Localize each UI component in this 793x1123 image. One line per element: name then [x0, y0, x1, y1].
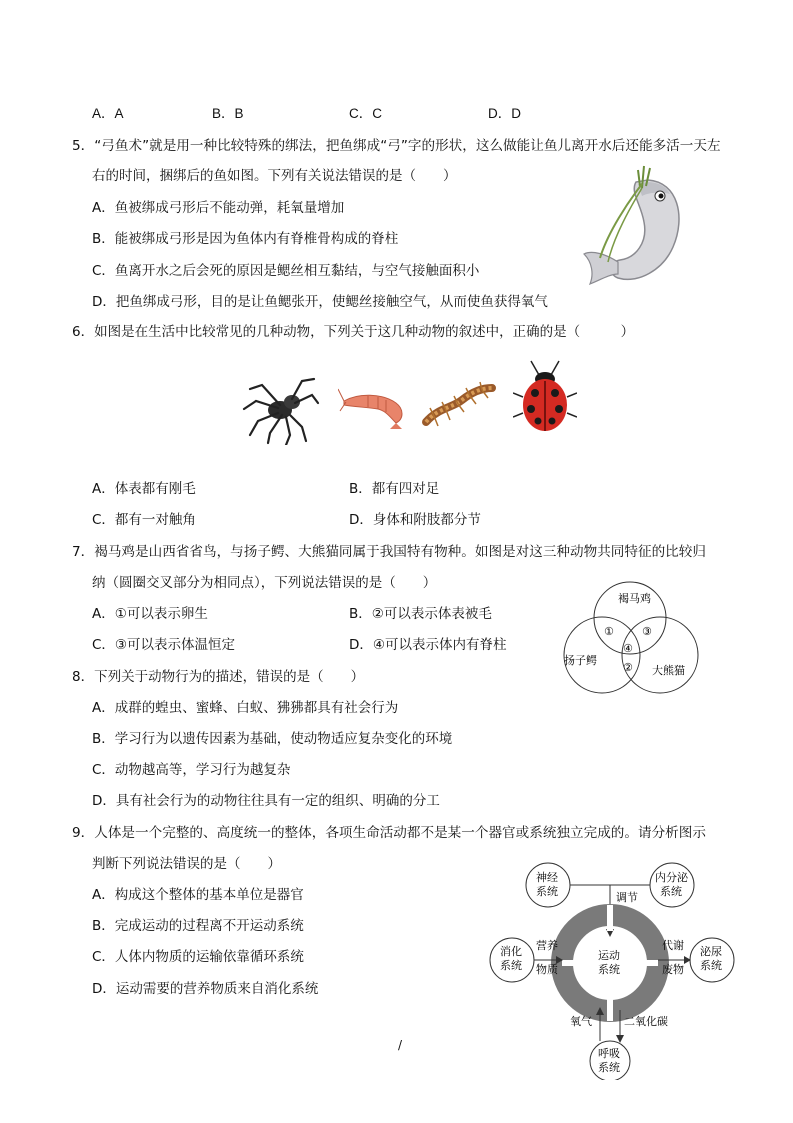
oxygen-label: 氧气 [570, 1015, 592, 1028]
q9-option-b: B．完成运动的过程离不开运动系统 [92, 918, 304, 934]
q9-option-c: C．人体内物质的运输依靠循环系统 [92, 949, 304, 965]
digestive-system-label-2: 系统 [500, 959, 522, 972]
q5-option-a: A．鱼被绑成弓形后不能动弹，耗氧量增加 [92, 200, 345, 216]
respiratory-system-label-1: 呼吸 [598, 1047, 620, 1060]
motor-system-label-1: 运动 [598, 949, 620, 962]
q9-option-a: A．构成这个整体的基本单位是器官 [92, 887, 304, 903]
q8-option-a: A．成群的蝗虫、蜜蜂、白蚁、狒狒都具有社会行为 [92, 700, 399, 716]
endocrine-system-label-2: 系统 [660, 885, 682, 898]
q6-stem: 6．如图是在生活中比较常见的几种动物，下列关于这几种动物的叙述中，正确的是（ ） [72, 324, 635, 340]
venn-diagram [560, 580, 700, 695]
venn-region-4: ④ [623, 642, 633, 655]
nutrients-label-1: 营养 [536, 939, 558, 952]
motor-system-label-2: 系统 [598, 963, 620, 976]
nervous-system-label-2: 系统 [536, 885, 558, 898]
q5-option-c: C．鱼离开水之后会死的原因是鳃丝相互黏结，与空气接触面积小 [92, 263, 480, 279]
venn-region-1: ① [604, 625, 614, 638]
q8-stem: 8．下列关于动物行为的描述，错误的是（ ） [72, 669, 365, 685]
digestive-system-label-1: 消化 [500, 945, 522, 958]
q6-option-c: C．都有一对触角 [92, 512, 196, 528]
q9-stem-line2: 判断下列说法错误的是（ ） [92, 856, 281, 872]
carbon-dioxide-label: 二氧化碳 [624, 1015, 668, 1028]
venn-right-label: 大熊猫 [652, 664, 685, 677]
q7-stem-line1: 7．褐马鸡是山西省省鸟，与扬子鳄、大熊猫同属于我国特有物种。如图是对这三种动物共同特征的比较归 [72, 544, 706, 560]
q7-option-b: B．②可以表示体表被毛 [349, 606, 492, 622]
q7-option-d: D．④可以表示体内有脊柱 [349, 637, 507, 653]
endocrine-system-label-1: 内分泌 [655, 871, 688, 884]
venn-top-label: 褐马鸡 [618, 592, 651, 605]
q7-option-c: C．③可以表示体温恒定 [92, 637, 236, 653]
q5-stem-line1: 5．“弓鱼术”就是用一种比较特殊的绑法，把鱼绑成“弓”字的形状，这么做能让鱼儿离开水后还能多活一天左 [72, 138, 721, 154]
nervous-system-label-1: 神经 [536, 871, 558, 884]
q5-option-b: B．能被绑成弓形是因为鱼体内有脊椎骨构成的脊柱 [92, 231, 399, 247]
q7-stem-line2: 纳（圆圈交叉部分为相同点），下列说法错误的是（ ） [92, 575, 437, 591]
venn-region-2: ② [623, 661, 633, 674]
metabolic-waste-label-1: 代谢 [662, 939, 684, 952]
bow-fish-illustration [578, 162, 690, 292]
q4-option-b: B．B [212, 106, 244, 121]
q7-option-a: A．①可以表示卵生 [92, 606, 208, 622]
respiratory-system-label-2: 系统 [598, 1061, 620, 1074]
q9-option-d: D．运动需要的营养物质来自消化系统 [92, 981, 319, 997]
q4-option-c: C．C [349, 106, 382, 121]
centipede-icon [418, 378, 498, 434]
page-number: / [398, 1038, 403, 1052]
q5-stem-line2: 右的时间，捆绑后的鱼如图。下列有关说法错误的是（ ） [92, 168, 457, 184]
spider-icon [240, 375, 320, 445]
q5-option-d: D．把鱼绑成弓形，目的是让鱼鳃张开，使鳃丝接触空气，从而使鱼获得氧气 [92, 294, 548, 310]
ladybug-icon [513, 357, 577, 437]
nutrients-label-2: 物质 [536, 963, 558, 976]
q8-option-d: D．具有社会行为的动物往往具有一定的组织、明确的分工 [92, 793, 440, 809]
q8-option-c: C．动物越高等，学习行为越复杂 [92, 762, 291, 778]
q4-option-d: D．D [488, 106, 521, 121]
q8-option-b: B．学习行为以遗传因素为基础，使动物适应复杂变化的环境 [92, 731, 453, 747]
q9-stem-line1: 9．人体是一个完整的、高度统一的整体，各项生命活动都不是某一个器官或系统独立完成的。请分析图示 [72, 825, 706, 841]
urinary-system-label-2: 系统 [700, 959, 722, 972]
venn-left-label: 扬子鳄 [564, 654, 597, 667]
q6-option-b: B．都有四对足 [349, 481, 440, 497]
urinary-system-label-1: 泌尿 [700, 945, 722, 958]
body-systems-diagram [488, 855, 738, 1080]
metabolic-waste-label-2: 废物 [662, 963, 684, 976]
q6-option-a: A．体表都有刚毛 [92, 481, 196, 497]
q6-option-d: D．身体和附肢都分节 [349, 512, 481, 528]
q4-option-a: A．A [92, 106, 124, 121]
regulation-label: 调节 [616, 891, 638, 904]
venn-region-3: ③ [642, 625, 652, 638]
shrimp-icon [338, 385, 410, 431]
